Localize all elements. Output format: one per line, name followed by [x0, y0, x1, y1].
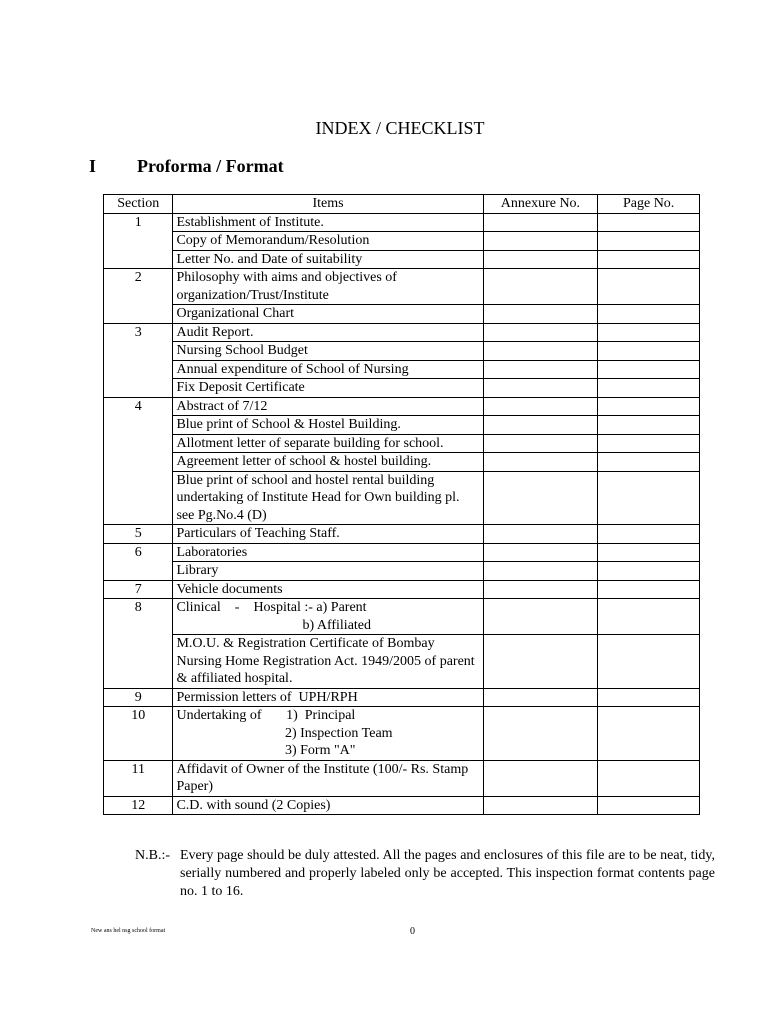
item-cell: Fix Deposit Certificate [173, 379, 483, 398]
item-cell: Organizational Chart [173, 305, 483, 324]
item-cell: Particulars of Teaching Staff. [173, 525, 483, 544]
page-cell [598, 543, 700, 562]
item-cell: Clinical - Hospital :- a) Parent b) Affiliated [173, 599, 483, 635]
page-cell [598, 434, 700, 453]
page-cell [598, 580, 700, 599]
annexure-cell [483, 796, 598, 815]
section-cell [104, 250, 173, 269]
page-cell [598, 453, 700, 472]
item-cell: C.D. with sound (2 Copies) [173, 796, 483, 815]
section-cell: 4 [104, 397, 173, 416]
section-title: Proforma / Format [137, 156, 284, 176]
page-cell [598, 416, 700, 435]
annexure-cell [483, 397, 598, 416]
checklist-body [104, 213, 700, 815]
page-cell [598, 213, 700, 232]
table-row [104, 688, 700, 707]
section-cell [104, 305, 173, 324]
page-cell [598, 707, 700, 761]
item-cell: Philosophy with aims and objectives of organization/Trust/Institute [173, 269, 483, 305]
table-row [104, 453, 700, 472]
annexure-cell [483, 305, 598, 324]
page-cell [598, 305, 700, 324]
table-row [104, 543, 700, 562]
page-cell [598, 269, 700, 305]
annexure-cell [483, 379, 598, 398]
table-row [104, 342, 700, 361]
item-cell: Undertaking of 1) Principal 2) Inspection Team 3) Form "A" [173, 707, 483, 761]
column-header-annexure: Annexure No. [483, 195, 598, 214]
page-cell [598, 525, 700, 544]
table-row [104, 580, 700, 599]
section-cell [104, 379, 173, 398]
item-cell: Affidavit of Owner of the Institute (100/- Rs. Stamp Paper) [173, 760, 483, 796]
annexure-cell [483, 635, 598, 689]
page-cell [598, 360, 700, 379]
section-cell: 7 [104, 580, 173, 599]
note-block [135, 847, 715, 901]
page-cell [598, 379, 700, 398]
table-row [104, 269, 700, 305]
section-cell [104, 434, 173, 453]
annexure-cell [483, 580, 598, 599]
annexure-cell [483, 562, 598, 581]
table-row [104, 471, 700, 525]
page-cell [598, 323, 700, 342]
table-row [104, 323, 700, 342]
page-cell [598, 397, 700, 416]
footer-file-label: New ans hel nsg school format [91, 928, 166, 934]
section-cell: 10 [104, 707, 173, 761]
note-label: N.B.:- [135, 848, 170, 863]
page-cell [598, 796, 700, 815]
section-cell [104, 360, 173, 379]
item-cell: Allotment letter of separate building for school. [173, 434, 483, 453]
section-number: I [89, 156, 97, 176]
section-cell [104, 342, 173, 361]
annexure-cell [483, 416, 598, 435]
annexure-cell [483, 342, 598, 361]
table-row [104, 760, 700, 796]
item-cell: Blue print of school and hostel rental building undertaking of Institute Head for Own building pl. see Pg.No.4 (D) [173, 471, 483, 525]
section-cell [104, 453, 173, 472]
table-row [104, 305, 700, 324]
table-row [104, 379, 700, 398]
table-row [104, 525, 700, 544]
annexure-cell [483, 543, 598, 562]
annexure-cell [483, 760, 598, 796]
section-cell: 12 [104, 796, 173, 815]
item-cell: Library [173, 562, 483, 581]
item-cell: Permission letters of UPH/RPH [173, 688, 483, 707]
table-row [104, 599, 700, 635]
table-row [104, 250, 700, 269]
annexure-cell [483, 599, 598, 635]
section-cell: 5 [104, 525, 173, 544]
item-cell: Copy of Memorandum/Resolution [173, 232, 483, 251]
item-cell: Blue print of School & Hostel Building. [173, 416, 483, 435]
annexure-cell [483, 471, 598, 525]
annexure-cell [483, 453, 598, 472]
table-row [104, 360, 700, 379]
table-row [104, 213, 700, 232]
annexure-cell [483, 707, 598, 761]
table-row [104, 562, 700, 581]
section-cell: 8 [104, 599, 173, 635]
column-header-items: Items [173, 195, 483, 214]
item-cell: Nursing School Budget [173, 342, 483, 361]
annexure-cell [483, 688, 598, 707]
table-row [104, 232, 700, 251]
table-row [104, 635, 700, 689]
item-cell: Laboratories [173, 543, 483, 562]
page-cell [598, 342, 700, 361]
section-heading [89, 155, 284, 177]
annexure-cell [483, 525, 598, 544]
table-row [104, 796, 700, 815]
section-cell [104, 416, 173, 435]
table-row [104, 416, 700, 435]
annexure-cell [483, 360, 598, 379]
page-cell [598, 760, 700, 796]
note-text: Every page should be duly attested. All the pages and enclosures of this file are to be neat, tidy, serially numbered and properly labeled only be accepted. This inspection format contents page no. 1 to 16. [180, 848, 715, 899]
section-cell: 3 [104, 323, 173, 342]
annexure-cell [483, 323, 598, 342]
section-cell [104, 562, 173, 581]
annexure-cell [483, 213, 598, 232]
item-cell: Audit Report. [173, 323, 483, 342]
annexure-cell [483, 434, 598, 453]
page-cell [598, 635, 700, 689]
item-cell: Establishment of Institute. [173, 213, 483, 232]
section-cell: 1 [104, 213, 173, 232]
annexure-cell [483, 269, 598, 305]
page-cell [598, 599, 700, 635]
table-row [104, 707, 700, 761]
section-cell [104, 471, 173, 525]
section-cell: 6 [104, 543, 173, 562]
document-title: INDEX / CHECKLIST [315, 118, 485, 138]
page-cell [598, 250, 700, 269]
column-header-section: Section [104, 195, 173, 214]
footer-page-number: 0 [410, 926, 415, 937]
table-row [104, 434, 700, 453]
checklist-table [103, 194, 700, 815]
item-cell: Vehicle documents [173, 580, 483, 599]
column-header-page: Page No. [598, 195, 700, 214]
section-cell [104, 232, 173, 251]
item-cell: Agreement letter of school & hostel building. [173, 453, 483, 472]
page-cell [598, 688, 700, 707]
annexure-cell [483, 250, 598, 269]
page-cell [598, 232, 700, 251]
item-cell: Letter No. and Date of suitability [173, 250, 483, 269]
item-cell: Annual expenditure of School of Nursing [173, 360, 483, 379]
page-cell [598, 562, 700, 581]
section-cell: 11 [104, 760, 173, 796]
item-cell: Abstract of 7/12 [173, 397, 483, 416]
annexure-cell [483, 232, 598, 251]
table-header-row [104, 195, 700, 214]
table-row [104, 397, 700, 416]
section-cell [104, 635, 173, 689]
section-cell: 9 [104, 688, 173, 707]
item-cell: M.O.U. & Registration Certificate of Bombay Nursing Home Registration Act. 1949/2005 of parent & affiliated hospital. [173, 635, 483, 689]
page-cell [598, 471, 700, 525]
section-cell: 2 [104, 269, 173, 305]
